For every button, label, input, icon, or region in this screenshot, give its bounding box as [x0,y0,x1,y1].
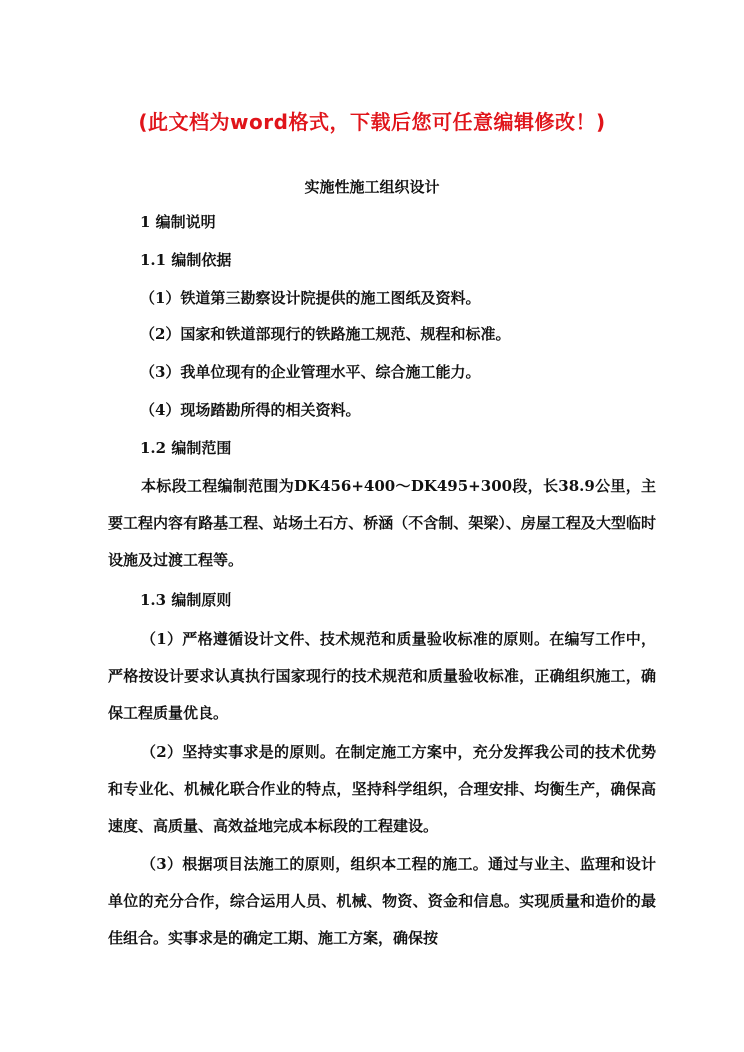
basis-item-4: （4）现场踏勘所得的相关资料。 [140,401,361,419]
scope-paragraph: 本标段工程编制范围为DK456+400～DK495+300段，长38.9公里，主要工程内容有路基工程、站场土石方、桥涵（不含制、架梁）、房屋工程及大型临时设施及过渡工程等。 [108,477,656,569]
basis-item-1: （1）铁道第三勘察设计院提供的施工图纸及资料。 [140,289,481,307]
section-heading-1-3: 1.3 编制原则 [140,591,232,609]
principle-paragraph-3: （3）根据项目法施工的原则，组织本工程的施工。通过与业主、监理和设计单位的充分合作，综合运用人员、机械、物资、资金和信息。实现质量和造价的最佳组合。实事求是的确定工期、施工方案，确保按 [108,855,656,947]
format-notice-banner: (此文档为word格式，下载后您可任意编辑修改！) [138,110,606,134]
principle-paragraph-2: （2）坚持实事求是的原则。在制定施工方案中，充分发挥我公司的技术优势和专业化、机械化联合作业的特点，坚持科学组织，合理安排、均衡生产，确保高速度、高质量、高效益地完成本标段的工程建设。 [108,743,656,835]
basis-item-2: （2）国家和铁道部现行的铁路施工规范、规程和标准。 [140,325,511,343]
section-heading-1: 1 编制说明 [140,213,216,231]
document-title: 实施性施工组织设计 [304,178,440,196]
principle-paragraph-1: （1）严格遵循设计文件、技术规范和质量验收标准的原则。在编写工作中，严格按设计要求认真执行国家现行的技术规范和质量验收标准，正确组织施工，确保工程质量优良。 [108,630,656,722]
basis-item-3: （3）我单位现有的企业管理水平、综合施工能力。 [140,363,481,381]
section-heading-1-2: 1.2 编制范围 [140,439,232,457]
section-heading-1-1: 1.1 编制依据 [140,251,232,269]
